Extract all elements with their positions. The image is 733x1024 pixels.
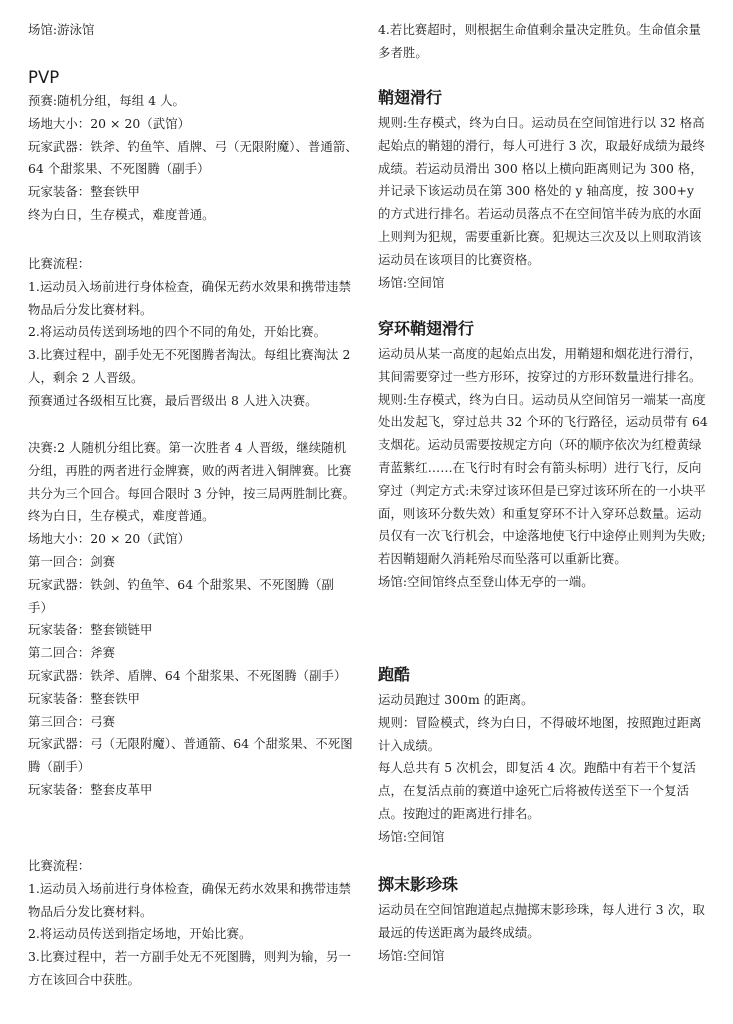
prelim-rules-text: 预赛:随机分组，每组 4 人。 场地大小：20 × 20（武馆） 玩家武器：铁斧、钓鱼竿、盾牌、弓（无限附魔）、普通箭、64 个甜浆果、不死图腾（副手） 玩家装备：整套铁甲 终为白日，生存模式，难度普通。	[28, 93, 358, 222]
prelim-flow-text: 比赛流程： 1.运动员入场前进行身体检查，确保无药水效果和携带违禁物品后分发比赛材料。 2.将运动员传送到场地的四个不同的角处，开始比赛。 3.比赛过程中，副手处无不死图腾者淘汰。每组比赛淘汰 2 人，剩余 2 人晋级。 预赛通过各级相互比赛，最后晋级出 8 人进入决赛。	[28, 256, 351, 408]
ender-pearl-section	[378, 875, 708, 967]
ender-pearl-body: 运动员在空间馆跑道起点抛掷末影珍珠，每人进行 3 次，取最远的传送距离为最终成绩。 场馆:空间馆	[378, 902, 705, 963]
pvp-finals-flow	[28, 855, 358, 992]
pvp-section	[28, 68, 358, 88]
venue-text: 场馆:游泳馆	[28, 22, 95, 37]
elytra-section	[378, 88, 708, 294]
ender-pearl-heading: 掷末影珍珠	[378, 875, 459, 894]
venue-line-swimming	[28, 19, 358, 42]
finals-text: 决赛:2 人随机分组比赛。第一次胜者 4 人晋级，继续随机分组，再胜的两者进行金牌赛，败的两者进入铜牌赛。比赛共分为三个回合。每回合限时 3 分钟，按三局两胜制比赛。 终为白日，生存模式，难度普通。 场地大小：20 × 20（武馆） 第一回合：剑赛 玩家武器：铁剑、钓鱼竿、64 个甜浆果、不死图腾（副手） 玩家装备：整套锁链甲 第二回合：斧赛 玩家武器：铁斧、盾牌、64 个甜浆果、不死图腾（副手） 玩家装备：整套铁甲 第三回合：弓赛 玩家武器：弓（无限附魔）、普通箭、64 个甜浆果、不死图腾（副手） 玩家装备：整套皮革甲	[28, 440, 355, 797]
ring-elytra-body: 运动员从某一高度的起始点出发，用鞘翅和烟花进行滑行，其间需要穿过一些方形环，按穿过的方形环数量进行排名。 规则:生存模式，终为白日。运动员从空间馆另一端某一高度处出发起飞，穿过总共 32 个环的飞行路径，运动员带有 64 支烟花。运动员需要按规定方向（环的顺序依次为红橙黄绿青蓝紫红……在飞行时有时会有箭头标明）进行飞行，反向穿过（判定方式:未穿过该环但是已穿过该环所在的一小块平面，则该环分数失效）和重复穿环不计入穿环总数量。运动员仅有一次飞行机会，中途落地使飞行中途停止则判为失败;若因鞘翅耐久消耗殆尽而坠落可以重新比赛。 场馆:空间馆终点至登山体无亭的一端。	[378, 346, 708, 589]
pvp-heading: PVP	[28, 68, 60, 87]
parkour-heading: 跑酷	[378, 665, 411, 684]
overtime-rule-text: 4.若比赛超时，则根据生命值剩余量决定胜负。生命值余量多者胜。	[378, 22, 701, 60]
elytra-body: 规则:生存模式，终为白日。运动员在空间馆进行以 32 格高起始点的鞘翅的滑行，每人可进行 3 次，取最好成绩为最终成绩。若运动员滑出 300 格以上横向距离则记为 300 格，并记录下该运动员在第 300 格处的 y 轴高度，按 300+y 的方式进行排名。若运动员落点不在空间馆半砖为底的水面上则判为犯规，需要重新比赛。犯规达三次及以上则取消该运动员在该项目的比赛资格。 场馆:空间馆	[378, 115, 705, 290]
elytra-heading: 鞘翅滑行	[378, 88, 443, 107]
pvp-prelim-rules	[28, 90, 358, 227]
parkour-section	[378, 665, 708, 849]
overtime-rule	[378, 19, 708, 65]
pvp-finals	[28, 437, 358, 802]
parkour-body: 运动员跑过 300m 的距离。 规则：冒险模式，终为白日，不得破坏地图，按照跑过距离计入成绩。 每人总共有 5 次机会，即复活 4 次。跑酷中有若干个复活点，在复活点前的赛道中途死亡后将被传送至下一个复活点。按跑过的距离进行排名。 场馆:空间馆	[378, 692, 702, 844]
finals-flow-text: 比赛流程： 1.运动员入场前进行身体检查，确保无药水效果和携带违禁物品后分发比赛材料。 2.将运动员传送到指定场地，开始比赛。 3.比赛过程中，若一方副手处无不死图腾，则判为输，另一方在该回合中获胜。	[28, 858, 351, 987]
pvp-prelim-flow	[28, 253, 358, 413]
ring-elytra-section	[378, 319, 708, 594]
ring-elytra-heading: 穿环鞘翅滑行	[378, 319, 475, 338]
